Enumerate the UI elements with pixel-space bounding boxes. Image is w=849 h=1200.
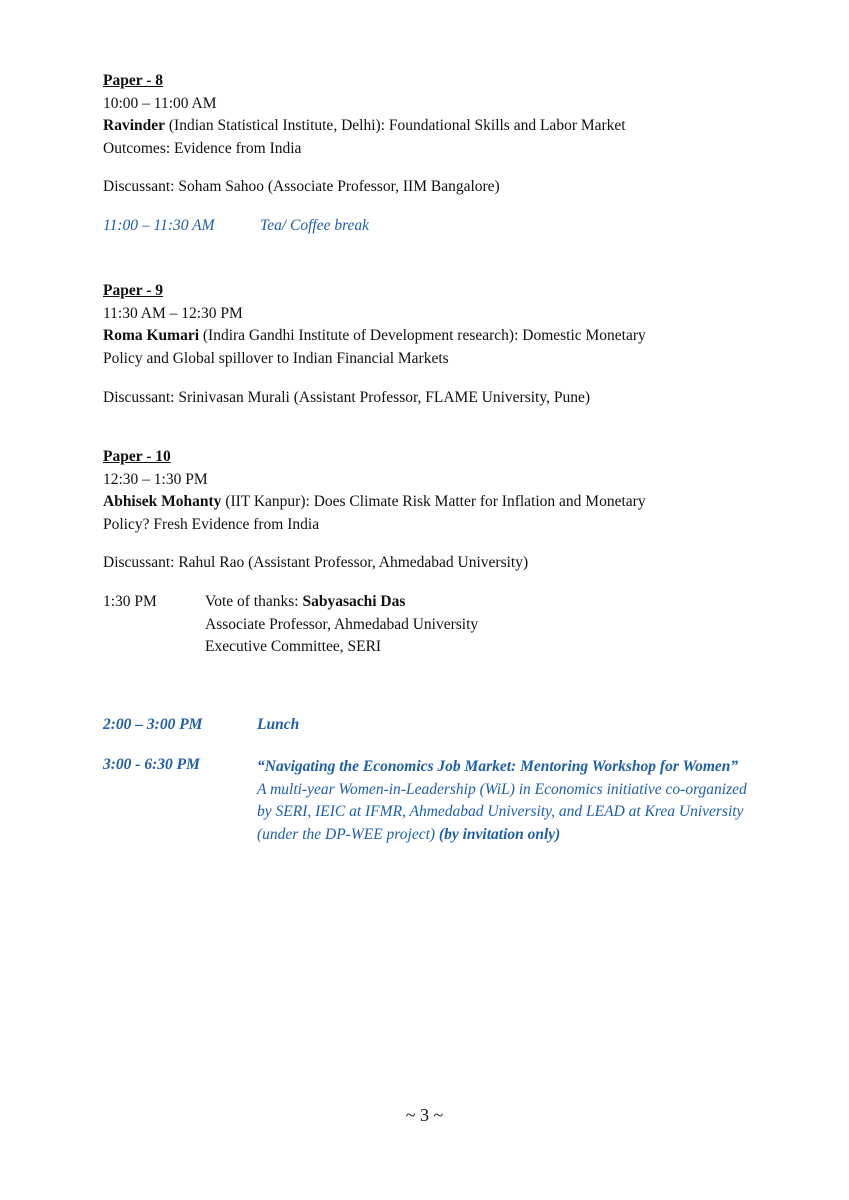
paper-title: Paper - 9: [103, 282, 163, 299]
tea-break-row: [103, 217, 370, 235]
paper-abstract-line2: Outcomes: Evidence from India: [103, 139, 302, 157]
paper-author: Abhisek Mohanty: [103, 493, 222, 510]
paper-title: Paper - 10: [103, 448, 171, 465]
workshop-note: (by invitation only): [438, 825, 561, 843]
vote-details: [205, 591, 478, 659]
paper-time: 11:30 AM – 12:30 PM: [103, 304, 243, 322]
workshop-time: 3:00 - 6:30 PM: [103, 756, 200, 773]
paper-time: 12:30 – 1:30 PM: [103, 470, 208, 488]
vote-name: Sabyasachi Das: [302, 593, 406, 610]
paper-8-section: [103, 70, 743, 199]
paper-affiliation: (Indira Gandhi Institute of Development research): Domestic Monetary: [199, 327, 646, 344]
lunch-time: 2:00 – 3:00 PM: [103, 716, 203, 733]
paper-abstract-line1: [103, 115, 743, 138]
paper-title: Paper - 8: [103, 72, 163, 89]
paper-time: 10:00 – 11:00 AM: [103, 94, 217, 112]
paper-abstract-line1: [103, 491, 743, 514]
paper-discussant: Discussant: Soham Sahoo (Associate Professor, IIM Bangalore): [103, 178, 500, 195]
vote-time: 1:30 PM: [103, 593, 157, 610]
paper-abstract-line2: Policy and Global spillover to Indian Financial Markets: [103, 349, 449, 367]
vote-line2: Associate Professor, Ahmedabad University: [205, 615, 479, 633]
workshop-description: [257, 756, 749, 846]
paper-affiliation: (Indian Statistical Institute, Delhi): Foundational Skills and Labor Market: [165, 117, 626, 134]
vote-prefix: Vote of thanks:: [205, 593, 303, 610]
workshop-title: “Navigating the Economics Job Market: Mentoring Workshop for Women”: [257, 758, 739, 775]
lunch-label: Lunch: [257, 716, 300, 733]
vote-of-thanks-row: [103, 591, 157, 614]
vote-line1: [205, 591, 478, 614]
paper-10-section: [103, 446, 743, 575]
paper-discussant: Discussant: Rahul Rao (Assistant Professor, Ahmedabad University): [103, 554, 529, 571]
paper-author: Roma Kumari: [103, 327, 200, 344]
paper-discussant: Discussant: Srinivasan Murali (Assistant Professor, FLAME University, Pune): [103, 389, 591, 406]
paper-abstract-line2: Policy? Fresh Evidence from India: [103, 515, 320, 533]
page-number: ~ 3 ~: [405, 1105, 444, 1125]
workshop-text: A multi-year Women-in-Leadership (WiL) in Economics initiative co-organized by SERI, IEIC at IFMR, Ahmedabad University, and LEAD at Krea University (under the DP-WEE project): [257, 780, 747, 843]
tea-break-label: Tea/ Coffee break: [260, 217, 370, 234]
tea-break-time: 11:00 – 11:30 AM: [103, 217, 215, 234]
paper-affiliation: (IIT Kanpur): Does Climate Risk Matter for Inflation and Monetary: [221, 493, 646, 510]
paper-abstract-line1: [103, 325, 743, 348]
vote-line3: Executive Committee, SERI: [205, 638, 382, 655]
paper-9-section: [103, 280, 743, 410]
paper-author: Ravinder: [103, 117, 165, 134]
